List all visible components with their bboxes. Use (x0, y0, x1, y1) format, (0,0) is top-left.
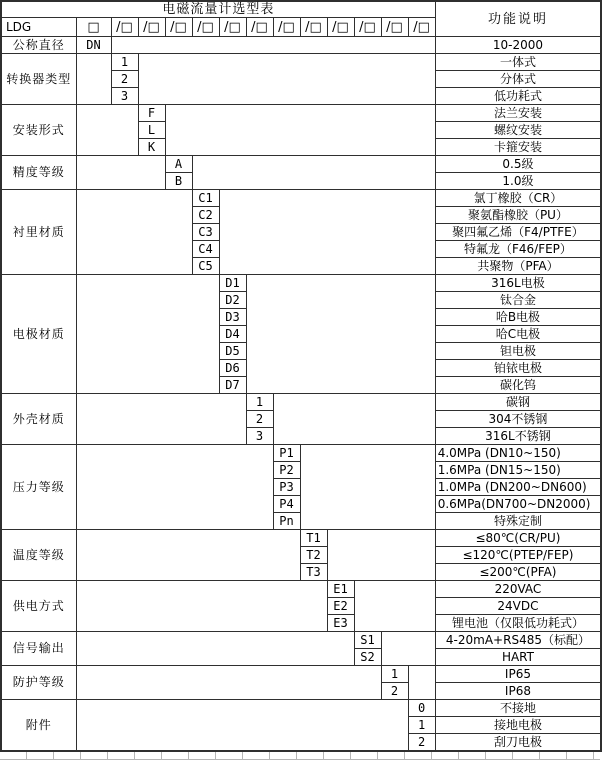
code-cell: C5 (192, 258, 219, 275)
code-cell: D3 (219, 309, 246, 326)
code-slot: /□ (300, 18, 327, 37)
table-row (1, 394, 601, 411)
code-cell: E3 (327, 615, 354, 632)
group-label-pressure-rating: 压力等级 (1, 445, 76, 530)
spacer-cell (327, 530, 435, 581)
code-cell: P4 (273, 496, 300, 513)
code-slot: /□ (246, 18, 273, 37)
code-cell: B (165, 173, 192, 190)
code-cell: 2 (381, 683, 408, 700)
table-row (1, 445, 601, 462)
title-row (1, 1, 601, 18)
table-row (1, 530, 601, 547)
group-label-power-supply: 供电方式 (1, 581, 76, 632)
code-slot: /□ (111, 18, 138, 37)
code-slot: /□ (138, 18, 165, 37)
spacer-cell (76, 105, 138, 156)
desc-cell: 聚四氟乙烯（F4/PTFE） (435, 224, 601, 241)
code-cell: DN (76, 37, 111, 54)
code-cell: C3 (192, 224, 219, 241)
spacer-cell (381, 632, 435, 666)
spacer-cell (76, 530, 300, 581)
code-cell: P3 (273, 479, 300, 496)
desc-cell: 锂电池（仅限低功耗式） (435, 615, 601, 632)
desc-cell: IP65 (435, 666, 601, 683)
desc-cell: ≤120℃(PTEP/FEP) (435, 547, 601, 564)
code-cell: T1 (300, 530, 327, 547)
spacer-cell (76, 156, 165, 190)
code-cell: E2 (327, 598, 354, 615)
code-cell: 3 (246, 428, 273, 445)
spacer-cell (165, 105, 435, 156)
code-slot: /□ (354, 18, 381, 37)
spacer-cell (192, 156, 435, 190)
code-cell: S1 (354, 632, 381, 649)
desc-cell: 一体式 (435, 54, 601, 71)
desc-cell: 哈B电极 (435, 309, 601, 326)
code-cell: F (138, 105, 165, 122)
code-cell: 1 (111, 54, 138, 71)
desc-cell: 4-20mA+RS485（标配） (435, 632, 601, 649)
code-cell: D5 (219, 343, 246, 360)
function-col-header: 功能说明 (435, 1, 601, 37)
code-cell: P2 (273, 462, 300, 479)
code-cell: L (138, 122, 165, 139)
code-cell: D2 (219, 292, 246, 309)
code-cell: Pn (273, 513, 300, 530)
spacer-cell (246, 275, 435, 394)
desc-cell: 钛合金 (435, 292, 601, 309)
page-title: 电磁流量计选型表 (1, 1, 435, 18)
desc-cell: 0.5级 (435, 156, 601, 173)
code-cell: 1 (381, 666, 408, 683)
code-cell: D4 (219, 326, 246, 343)
desc-cell: IP68 (435, 683, 601, 700)
desc-cell: 316L不锈钢 (435, 428, 601, 445)
group-label-installation-type: 安装形式 (1, 105, 76, 156)
desc-cell: ≤80℃(CR/PU) (435, 530, 601, 547)
model-prefix: LDG (1, 18, 76, 37)
code-box: □ (76, 18, 111, 37)
spacer-cell (76, 581, 327, 632)
code-cell: P1 (273, 445, 300, 462)
desc-cell: 卡箍安装 (435, 139, 601, 156)
desc-cell: 304不锈钢 (435, 411, 601, 428)
spacer-cell (273, 394, 435, 445)
code-slot: /□ (273, 18, 300, 37)
desc-cell: 4.0MPa (DN10~150) (435, 445, 601, 462)
spacer-cell (76, 632, 354, 666)
table-row (1, 190, 601, 207)
code-slot: /□ (381, 18, 408, 37)
code-cell: 2 (408, 734, 435, 752)
code-cell: 3 (111, 88, 138, 105)
desc-cell: 钽电极 (435, 343, 601, 360)
desc-cell: 特殊定制 (435, 513, 601, 530)
table-row (1, 700, 601, 717)
desc-cell: 特氟龙（F46/FEP） (435, 241, 601, 258)
code-slot: /□ (192, 18, 219, 37)
code-cell: 2 (111, 71, 138, 88)
code-cell: 2 (246, 411, 273, 428)
group-label-accessories: 附件 (1, 700, 76, 752)
desc-cell: 铂铱电极 (435, 360, 601, 377)
spacer-cell (76, 394, 246, 445)
desc-cell: 聚氨酯橡胶（PU） (435, 207, 601, 224)
code-cell: 1 (246, 394, 273, 411)
spacer-cell (219, 190, 435, 275)
desc-cell: HART (435, 649, 601, 666)
desc-cell: 低功耗式 (435, 88, 601, 105)
grid-remainder-strip (0, 752, 600, 760)
group-label-housing-material: 外壳材质 (1, 394, 76, 445)
spacer-cell (408, 666, 435, 700)
desc-cell: 刮刀电极 (435, 734, 601, 752)
spacer-cell (76, 666, 381, 700)
code-cell: T2 (300, 547, 327, 564)
group-label-signal-output: 信号输出 (1, 632, 76, 666)
desc-cell: 共聚物（PFA） (435, 258, 601, 275)
code-cell: 1 (408, 717, 435, 734)
group-label-accuracy-class: 精度等级 (1, 156, 76, 190)
spacer-cell (76, 190, 192, 275)
desc-cell: 哈C电极 (435, 326, 601, 343)
code-cell: A (165, 156, 192, 173)
table-row (1, 275, 601, 292)
desc-cell: 24VDC (435, 598, 601, 615)
code-slot: /□ (219, 18, 246, 37)
spacer-cell (300, 445, 435, 530)
desc-cell: 1.0MPa (DN200~DN600) (435, 479, 601, 496)
code-cell: D1 (219, 275, 246, 292)
group-label-converter-type: 转换器类型 (1, 54, 76, 105)
group-label-protection-rating: 防护等级 (1, 666, 76, 700)
code-slot: /□ (327, 18, 354, 37)
spacer-cell (76, 275, 219, 394)
code-cell: C1 (192, 190, 219, 207)
desc-cell: 螺纹安装 (435, 122, 601, 139)
desc-cell: 接地电极 (435, 717, 601, 734)
desc-cell: 法兰安装 (435, 105, 601, 122)
code-cell: S2 (354, 649, 381, 666)
code-cell: E1 (327, 581, 354, 598)
code-slot: /□ (408, 18, 435, 37)
desc-cell: 碳化钨 (435, 377, 601, 394)
table-row (1, 37, 601, 54)
desc-cell: 316L电极 (435, 275, 601, 292)
group-label-electrode-material: 电极材质 (1, 275, 76, 394)
spacer-cell (76, 445, 273, 530)
code-cell: 0 (408, 700, 435, 717)
spacer-cell (76, 700, 408, 752)
desc-cell: 1.6MPa (DN15~150) (435, 462, 601, 479)
spacer-cell (354, 581, 435, 632)
group-label-liner-material: 衬里材质 (1, 190, 76, 275)
spacer-cell (76, 54, 111, 105)
desc-cell: ≤200℃(PFA) (435, 564, 601, 581)
desc-cell: 0.6MPa(DN700~DN2000) (435, 496, 601, 513)
code-cell: D7 (219, 377, 246, 394)
desc-cell: 220VAC (435, 581, 601, 598)
code-slot: /□ (165, 18, 192, 37)
spacer-cell (138, 54, 435, 105)
table-row (1, 632, 601, 649)
table-row (1, 54, 601, 71)
table-row (1, 666, 601, 683)
table-row (1, 581, 601, 598)
code-cell: K (138, 139, 165, 156)
group-label-nominal-diameter: 公称直径 (1, 37, 76, 54)
desc-cell: 氯丁橡胶（CR） (435, 190, 601, 207)
desc-cell: 1.0级 (435, 173, 601, 190)
desc-cell: 分体式 (435, 71, 601, 88)
desc-cell: 碳钢 (435, 394, 601, 411)
table-row (1, 156, 601, 173)
group-label-temperature-rating: 温度等级 (1, 530, 76, 581)
spacer-cell (111, 37, 435, 54)
code-cell: D6 (219, 360, 246, 377)
desc-cell: 不接地 (435, 700, 601, 717)
code-cell: C2 (192, 207, 219, 224)
desc-cell: 10-2000 (435, 37, 601, 54)
table-row (1, 105, 601, 122)
code-cell: T3 (300, 564, 327, 581)
code-cell: C4 (192, 241, 219, 258)
